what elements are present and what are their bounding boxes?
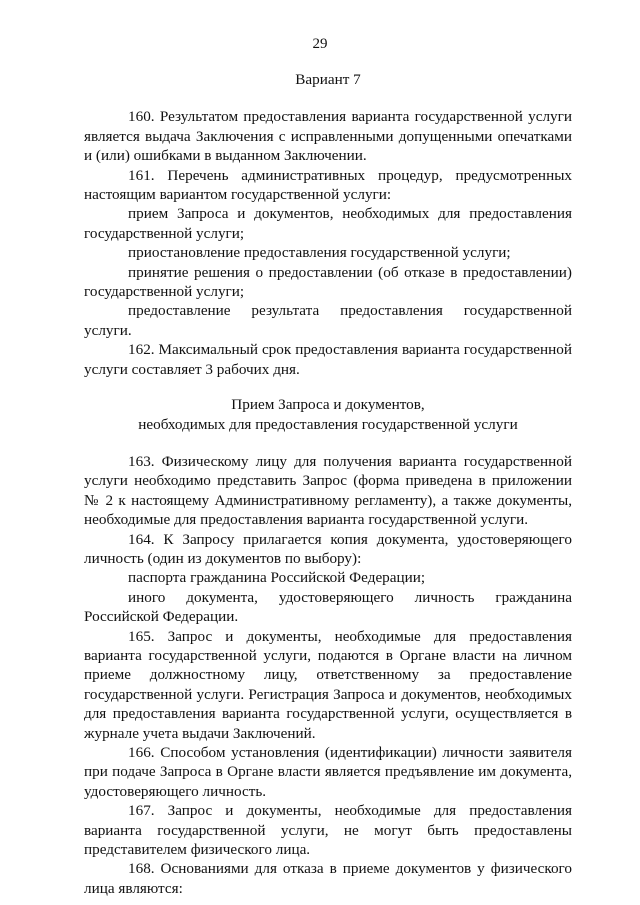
- list-item-procedure-2: приостановление предоставления государственной услуги;: [128, 244, 511, 262]
- list-item-document-2: иного документа, удостоверяющего личность гражданина Российской Федерации.: [84, 588, 572, 626]
- list-item-procedure-4: предоставление результата предоставления государственной услуги.: [84, 302, 572, 339]
- page-number: 29: [312, 36, 328, 52]
- paragraph-166: 166. Способом установления (идентификации) личности заявителя при подаче Запроса в Органе власти является предъявление им документа, удостоверяющего личность.: [84, 744, 572, 800]
- document-body: [84, 70, 572, 898]
- paragraph-164: 164. К Запросу прилагается копия документа, удостоверяющего личность (один из документов по выбору):: [84, 530, 572, 567]
- paragraph-162: 162. Максимальный срок предоставления варианта государственной услуги составляет 3 рабочих дня.: [84, 341, 572, 378]
- paragraph-161: 161. Перечень административных процедур, предусмотренных настоящим вариантом государственной услуги:: [84, 166, 572, 204]
- paragraph-160: 160. Результатом предоставления варианта государственной услуги является выдача Заключения с исправленными допущенными опечатками и (или) ошибками в выданном Заключении.: [84, 108, 572, 165]
- list-item-document-1: паспорта гражданина Российской Федерации;: [128, 569, 426, 587]
- paragraph-163: 163. Физическому лицу для получения варианта государственной услуги необходимо представить Запрос (форма приведена в приложении № 2 к настоящему Административному регламенту), а также документы, необходимые для предоставления варианта государственной услуги.: [84, 452, 572, 529]
- section-heading: [84, 395, 572, 434]
- paragraph-165: 165. Запрос и документы, необходимые для предоставления варианта государственной услуги, подаются в Органе власти на личном приеме должностному лицу, ответственному за предоставление государственной услуги. Регистрация Запроса и документов, необходимых для предоставления варианта государственной услуги, осуществляется в журнале учета выдачи Заключений.: [84, 627, 572, 742]
- list-item-procedure-1: прием Запроса и документов, необходимых для предоставления государственной услуги;: [84, 205, 572, 242]
- section-heading-line-1: Прием Запроса и документов,: [231, 396, 425, 414]
- paragraph-168: 168. Основаниями для отказа в приеме документов у физического лица являются:: [84, 860, 572, 897]
- list-item-procedure-3: принятие решения о предоставлении (об отказе в предоставлении) государственной услуги;: [84, 263, 572, 301]
- paragraph-167: 167. Запрос и документы, необходимые для предоставления варианта государственной услуги, не могут быть предоставлены представителем физического лица.: [84, 802, 572, 859]
- section-heading-line-2: необходимых для предоставления государственной услуги: [138, 415, 518, 433]
- variant-heading: Вариант 7: [295, 71, 361, 88]
